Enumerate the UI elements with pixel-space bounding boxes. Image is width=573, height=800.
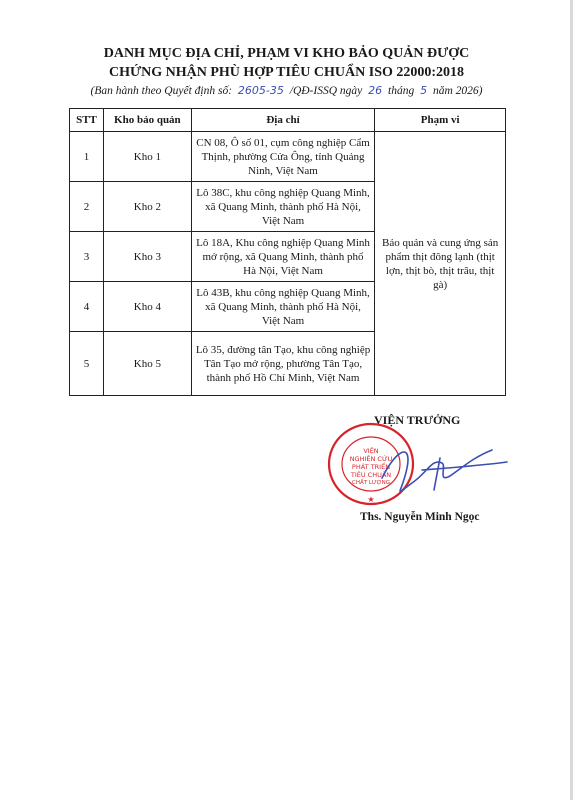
row-stt: 1: [70, 132, 104, 182]
row-stt: 4: [70, 282, 104, 332]
svg-text:VIỆN: VIỆN: [363, 447, 379, 455]
svg-text:CHẤT LƯỢNG: CHẤT LƯỢNG: [351, 480, 391, 486]
svg-text:PHÁT TRIỂN: PHÁT TRIỂN: [351, 463, 391, 471]
row-stt: 2: [70, 182, 104, 232]
svg-text:★: ★: [367, 495, 375, 504]
header-stt: STT: [70, 109, 104, 132]
row-warehouse: Kho 1: [103, 132, 191, 182]
decision-day: 26: [368, 84, 383, 97]
header-address: Địa chỉ: [191, 109, 375, 132]
subtitle-month-word: tháng: [388, 85, 415, 97]
svg-text:TIÊU CHUẨN: TIÊU CHUẨN: [350, 471, 392, 479]
row-stt: 3: [70, 232, 104, 282]
header-scope: Phạm vi: [375, 109, 506, 132]
row-warehouse: Kho 5: [103, 332, 191, 396]
subtitle-suffix: năm 2026): [432, 85, 483, 97]
table-row: [70, 132, 506, 182]
document-subtitle: [0, 84, 573, 97]
signer-title: VIỆN TRƯỞNG: [374, 413, 461, 427]
row-warehouse: Kho 3: [103, 232, 191, 282]
signer-name: Ths. Nguyễn Minh Ngọc: [360, 511, 480, 523]
row-address: CN 08, Ô số 01, cụm công nghiệp Cẩm Thịnh, phường Cửa Ông, tỉnh Quảng Ninh, Việt Nam: [191, 132, 375, 182]
row-address: Lô 38C, khu công nghiệp Quang Minh, xã Quang Minh, thành phố Hà Nội, Việt Nam: [191, 182, 375, 232]
signature-icon: [349, 428, 512, 508]
row-stt: 5: [70, 332, 104, 396]
subtitle-middle: /QĐ-ISSQ ngày: [289, 85, 363, 97]
table-header-row: [70, 109, 506, 132]
row-address: Lô 35, đường tân Tạo, khu công nghiệp Tân Tạo mở rộng, phường Tân Tạo, thành phố Hồ Chí Minh, Việt Nam: [191, 332, 375, 396]
document-title: [0, 44, 573, 82]
header-warehouse: Kho bảo quản: [103, 109, 191, 132]
title-line-1: DANH MỤC ĐỊA CHỈ, PHẠM VI KHO BẢO QUẢN ĐƯỢC: [103, 46, 470, 61]
title-line-2: CHỨNG NHẬN PHÙ HỢP TIÊU CHUẨN ISO 22000:2018: [108, 65, 465, 80]
decision-number: 2605-35: [237, 84, 284, 97]
row-warehouse: Kho 2: [103, 182, 191, 232]
row-address: Lô 18A, Khu công nghiệp Quang Minh mở rộng, xã Quang Minh, thành phố Hà Nội, Việt Nam: [191, 232, 375, 282]
row-address: Lô 43B, khu công nghiệp Quang Minh, xã Quang Minh, thành phố Hà Nội, Việt Nam: [191, 282, 375, 332]
subtitle-prefix: (Ban hành theo Quyết định số:: [90, 85, 233, 97]
decision-month: 5: [420, 84, 428, 97]
svg-text:NGHIÊN CỨU: NGHIÊN CỨU: [349, 455, 393, 463]
warehouse-table: [69, 108, 506, 396]
row-warehouse: Kho 4: [103, 282, 191, 332]
scope-cell: Bảo quản và cung ứng sản phẩm thịt đông lạnh (thịt lợn, thịt bò, thịt trâu, thịt gà): [375, 132, 506, 396]
